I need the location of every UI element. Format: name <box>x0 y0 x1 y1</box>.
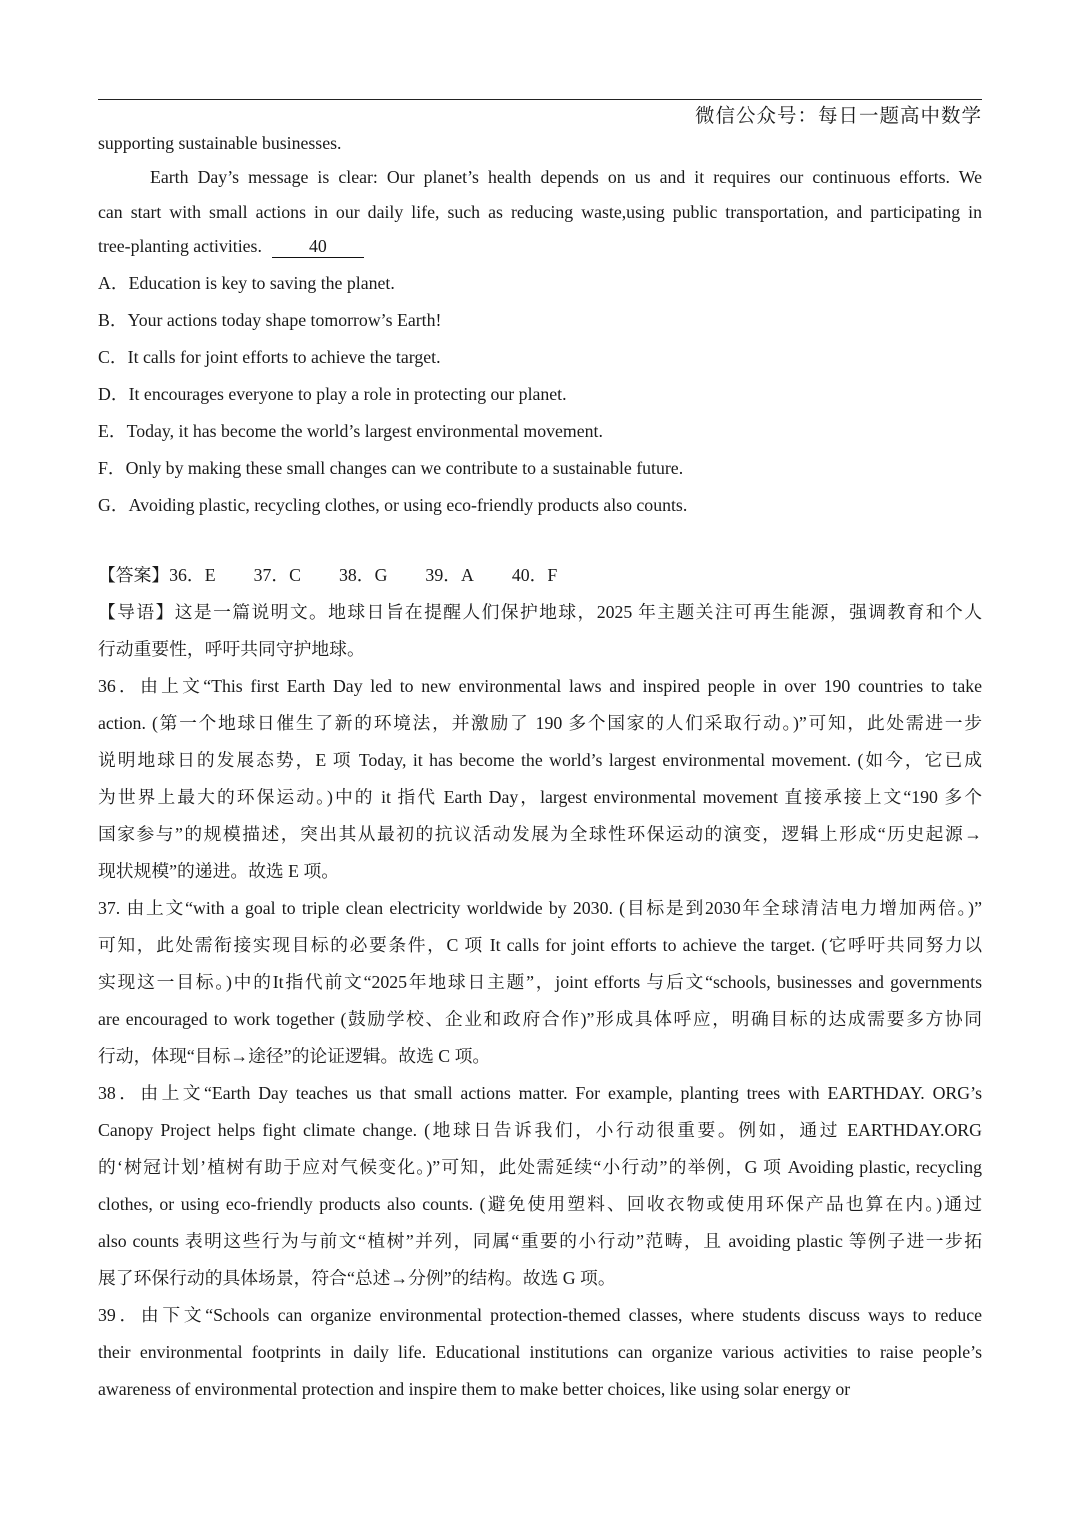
option-item: E．Today, it has become the world’s largest environmental movement. <box>98 421 603 441</box>
guide-line: 行动重要性，呼吁共同守护地球。 <box>98 639 365 659</box>
explanation-line: awareness of environmental protection and inspire them to make better choices, like using solar energy or <box>98 1379 851 1399</box>
explanation-line: 行动，体现“目标→途径”的论证逻辑。故选 C 项。 <box>98 1046 491 1066</box>
explanation-line: 为世界上最大的环保运动。)中的 it 指代 Earth Day，largest environmental movement 直接承接上文“190 多个 <box>98 787 982 807</box>
explanation-line: 说明地球日的发展态势，E 项 Today, it has become the world’s largest environmental movement. (如今，它已成 <box>98 750 982 770</box>
document-body <box>98 127 982 1408</box>
explanation-36 <box>98 668 982 890</box>
explanation-37 <box>98 890 982 1075</box>
options-list <box>98 265 982 524</box>
header-watermark-text: 微信公众号：每日一题高中数学 <box>694 104 982 127</box>
answer-label: 【答案】 <box>98 565 170 585</box>
passage-line: Earth Day’s message is clear: Our planet’s health depends on us and it requires our continuous efforts. We <box>150 167 982 187</box>
explanation-line: 国家参与”的规模描述，突出其从最初的抗议活动发展为全球性环保运动的演变，逻辑上形成“历史起源→ <box>98 824 982 844</box>
explanation-line: Canopy Project helps fight climate change. (地球日告诉我们，小行动很重要。例如，通过 EARTHDAY.ORG <box>98 1120 982 1140</box>
explanation-line: are encouraged to work together (鼓励学校、企业和政府合作)”形成具体呼应，明确目标的达成需要多方协同 <box>98 1009 982 1029</box>
option-item: C．It calls for joint efforts to achieve the target. <box>98 347 441 367</box>
guide-line: 【导语】这是一篇说明文。地球日旨在提醒人们保护地球，2025 年主题关注可再生能源，强调教育和个人 <box>98 602 982 622</box>
answer-item: 38．G <box>339 565 388 585</box>
answer-item: 36．E <box>169 565 216 585</box>
passage-line: supporting sustainable businesses. <box>98 133 342 153</box>
option-item: B．Your actions today shape tomorrow’s Earth! <box>98 310 442 330</box>
option-item: D．It encourages everyone to play a role in protecting our planet. <box>98 384 567 404</box>
answer-item: 39．A <box>425 565 474 585</box>
passage-line <box>98 228 982 265</box>
explanation-line: action. (第一个地球日催生了新的环境法，并激励了 190 多个国家的人们采取行动。)”可知，此处需进一步 <box>98 713 982 733</box>
explanation-line: 37. 由上文“with a goal to triple clean electricity worldwide by 2030. (目标是到2030年全球清洁电力增加两倍。)” <box>98 898 982 918</box>
answer-key <box>98 557 982 594</box>
answer-item: 40．F <box>511 565 558 585</box>
explanation-38 <box>98 1075 982 1297</box>
explanation-line: also counts 表明这些行为与前文“植树”并列，同属“重要的小行动”范畴，且 avoiding plastic 等例子进一步拓 <box>98 1231 982 1251</box>
passage-line-text: tree-planting activities. <box>98 236 262 256</box>
option-item: G．Avoiding plastic, recycling clothes, or using eco-friendly products also counts. <box>98 495 688 515</box>
explanation-line: their environmental footprints in daily life. Educational institutions can organize various activities to raise people’s <box>98 1342 982 1362</box>
explanation-line: 的‘树冠计划’植树有助于应对气候变化。)”可知，此处需延续“小行动”的举例，G 项 Avoiding plastic, recycling <box>98 1157 982 1177</box>
header-rule <box>98 99 982 100</box>
explanation-line: 实现这一目标。)中的It指代前文“2025年地球日主题”，joint efforts 与后文“schools, businesses and governments <box>98 972 982 992</box>
explanation-line: 39．由下文“Schools can organize environmental protection-themed classes, where students discuss ways to reduce <box>98 1305 982 1325</box>
explanation-line: clothes, or using eco-friendly products also counts. (避免使用塑料、回收衣物或使用环保产品也算在内。)通过 <box>98 1194 982 1214</box>
explanation-line: 展了环保行动的具体场景，符合“总述→分例”的结构。故选 G 项。 <box>98 1268 616 1288</box>
option-item: A．Education is key to saving the planet. <box>98 273 395 293</box>
explanation-line: 36．由上文“This first Earth Day led to new environmental laws and inspired people in over 190 countries to take <box>98 676 982 696</box>
answer-item: 37．C <box>253 565 302 585</box>
explanation-39 <box>98 1297 982 1408</box>
explanation-line: 可知，此处需衔接实现目标的必要条件，C 项 It calls for joint efforts to achieve the target. (它呼吁共同努力以 <box>98 935 982 955</box>
explanation-line: 38．由上文“Earth Day teaches us that small actions matter. For example, planting trees with EARTHDAY. ORG’s <box>98 1083 982 1103</box>
answer-blank: 40 <box>272 235 364 258</box>
option-item: F．Only by making these small changes can we contribute to a sustainable future. <box>98 458 684 478</box>
explanation-line: 现状规模”的递进。故选 E 项。 <box>98 861 340 881</box>
passage-line: can start with small actions in our daily life, such as reducing waste,using public transportation, and participating in <box>98 202 982 222</box>
